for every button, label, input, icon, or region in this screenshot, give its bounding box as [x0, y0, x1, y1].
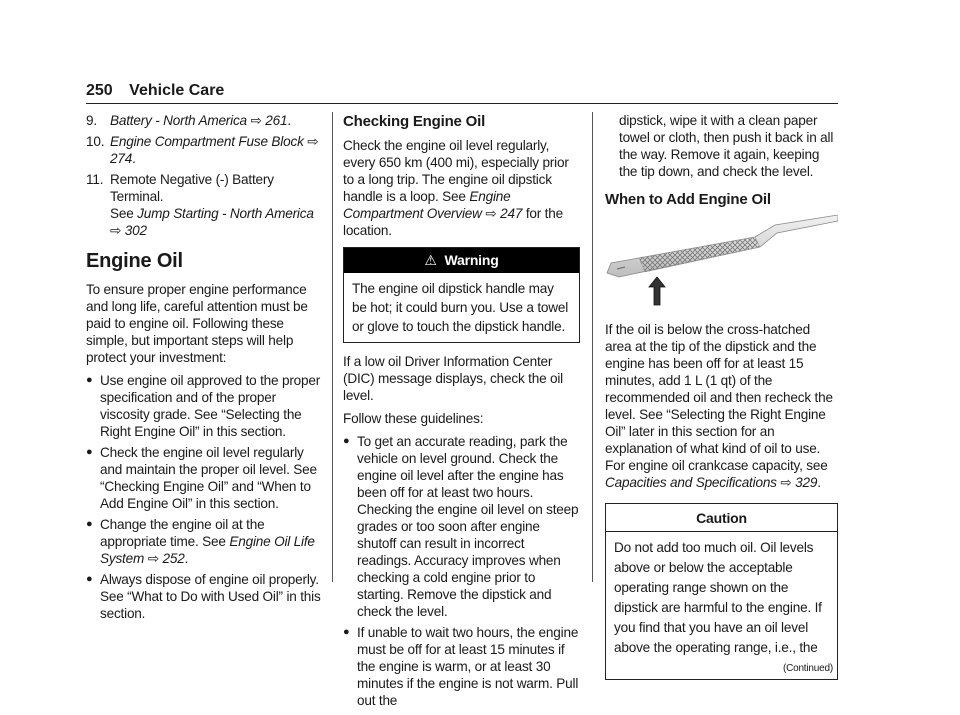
- page-reference-icon: ⇨: [485, 206, 497, 221]
- page-reference-link[interactable]: 302: [124, 223, 147, 238]
- section-heading: When to Add Engine Oil: [605, 191, 771, 208]
- warning-title: Warning: [444, 252, 499, 268]
- item-number: 10.: [86, 134, 105, 149]
- paragraph: Follow these guidelines:: [343, 411, 484, 426]
- list-item: ● Change the engine oil at the appropriate time. See Engine Oil Life System ⇨ 252.: [86, 517, 315, 566]
- paragraph: [343, 137, 580, 239]
- bullet-text: Change the engine oil at the appropriate time. See: [100, 517, 265, 549]
- section-heading: Checking Engine Oil: [343, 113, 486, 130]
- list-item: [343, 624, 580, 709]
- bullet-icon: ●: [343, 626, 350, 638]
- paragraph-text: If the oil is below the cross-hatched area at the tip of the dipstick and the engine has been off for at least 15 minutes, add 1 L (1 qt) of the recommended oil and then recheck the level. See “Selecting the Right Engine Oil” later in this section for an explanation of what kind of oil to use. For engine oil crankcase capacity, see: [605, 322, 833, 473]
- page-reference-icon: ⇨: [780, 475, 792, 490]
- page-reference-link[interactable]: 247: [500, 206, 523, 221]
- section-title: Vehicle Care: [129, 82, 225, 99]
- item-number: 11.: [86, 172, 104, 187]
- paragraph: If the oil is below the cross-hatched area at the tip of the dipstick and the engine has been off for at least 15 minutes, add 1 L (1 qt) of the recommended oil and then recheck the level. See “Selecting the Right Engine Oil” later in this section for an explanation of what kind of oil to use. For engine oil crankcase capacity, see Capacities and Specifications ⇨ 329.: [605, 322, 833, 490]
- cross-reference-link[interactable]: Jump Starting - North America: [137, 206, 314, 221]
- bullet-icon: ●: [86, 573, 93, 585]
- cross-reference-link[interactable]: Capacities and Specifications: [605, 475, 777, 490]
- section-heading: Engine Oil: [86, 250, 183, 272]
- item-text: Remote Negative (-) Battery Terminal.: [110, 172, 274, 204]
- list-item: [86, 372, 326, 440]
- cross-reference-link[interactable]: Engine Oil Life System: [100, 534, 315, 566]
- bullet-icon: ●: [86, 374, 93, 386]
- bullet-text: Always dispose of engine oil properly. See “What to Do with Used Oil” in this section.: [100, 572, 321, 621]
- bullet-text: To get an accurate reading, park the vehicle on level ground. Check the engine oil level after the engine has been off for at least two hours. Checking the engine oil level on steep grades or too soon after engine shutoff can result in incorrect readings. Accuracy improves when checking a cold engine prior to starting. Remove the dipstick and check the level.: [357, 434, 579, 619]
- caution-box: [605, 503, 838, 680]
- column-left: [86, 112, 326, 628]
- see-label: See: [110, 206, 134, 221]
- page-number: 250: [86, 82, 113, 99]
- bullet-icon: ●: [86, 446, 93, 458]
- caution-title: Caution: [606, 504, 837, 532]
- page-reference-link[interactable]: 261: [265, 113, 288, 128]
- list-item: 10. Engine Compartment Fuse Block ⇨ 274.: [86, 134, 319, 166]
- continued-paragraph: dipstick, wipe it with a clean paper towel or cloth, then push it back in all the way. Remove it again, keeping the tip down, and check the level.: [619, 113, 834, 179]
- list-item: [86, 571, 326, 622]
- warning-triangle-icon: ⚠: [424, 252, 437, 268]
- page-reference-link[interactable]: 274: [110, 151, 133, 166]
- column-right: [605, 112, 838, 680]
- dipstick-illustration: [605, 215, 838, 315]
- paragraph-text: for the location.: [343, 206, 563, 238]
- paragraph: If a low oil Driver Information Center (DIC) message displays, check the oil level.: [343, 354, 564, 403]
- list-item: [343, 433, 580, 620]
- page-reference-link[interactable]: 329: [795, 475, 818, 490]
- page-reference-icon: ⇨: [307, 134, 319, 149]
- bullet-icon: ●: [86, 518, 93, 530]
- warning-box: [343, 247, 580, 343]
- intro-paragraph: To ensure proper engine performance and long life, careful attention must be paid to engine oil. Following these simple, but important steps will help protect your investment:: [86, 282, 308, 365]
- column-middle: [343, 112, 580, 715]
- page-header: [86, 82, 224, 100]
- cross-reference-link[interactable]: Engine Compartment Fuse Block: [110, 134, 304, 149]
- item-number: 9.: [86, 113, 97, 128]
- bullet-text: Use engine oil approved to the proper specification and of the proper viscosity grade. See “Selecting the Right Engine Oil” in this section.: [100, 373, 321, 439]
- paragraph-text: Check the engine oil level regularly, every 650 km (400 mi), especially prior to a long trip. The engine oil dipstick handle is a loop. See: [343, 138, 569, 204]
- page-reference-link[interactable]: 252: [162, 551, 185, 566]
- list-item: 9. Battery - North America ⇨ 261.: [86, 113, 291, 128]
- bullet-text: Check the engine oil level regularly and maintain the proper oil level. See “Checking Engine Oil” and “When to Add Engine Oil” in this section.: [100, 445, 317, 511]
- column-divider: [592, 112, 593, 582]
- continued-label: (Continued): [782, 663, 833, 674]
- bullet-list: [343, 433, 580, 709]
- page-reference-icon: ⇨: [110, 223, 122, 238]
- page-reference-icon: ⇨: [250, 113, 262, 128]
- list-item: [86, 444, 326, 512]
- warning-body: The engine oil dipstick handle may be hot; it could burn you. Use a towel or glove to touch the dipstick handle.: [352, 281, 569, 334]
- bullet-list: [86, 372, 326, 622]
- list-item: [86, 171, 326, 239]
- caution-body: Do not add too much oil. Oil levels above or below the acceptable operating range shown on the dipstick are harmful to the engine. If you find that you have an oil level above the operating range, i.e., the: [614, 540, 822, 655]
- cross-reference-link[interactable]: Engine Compartment Overview: [343, 189, 511, 221]
- bullet-icon: ●: [343, 435, 350, 447]
- header-rule: [86, 103, 838, 104]
- page-reference-icon: ⇨: [147, 551, 159, 566]
- cross-reference-link[interactable]: Battery - North America: [110, 113, 247, 128]
- column-divider: [332, 112, 333, 582]
- warning-header: [344, 248, 579, 273]
- bullet-text: If unable to wait two hours, the engine must be off for at least 15 minutes if the engine is warm, or at least 30 minutes if the engine is not warm. Pull out the: [357, 625, 579, 708]
